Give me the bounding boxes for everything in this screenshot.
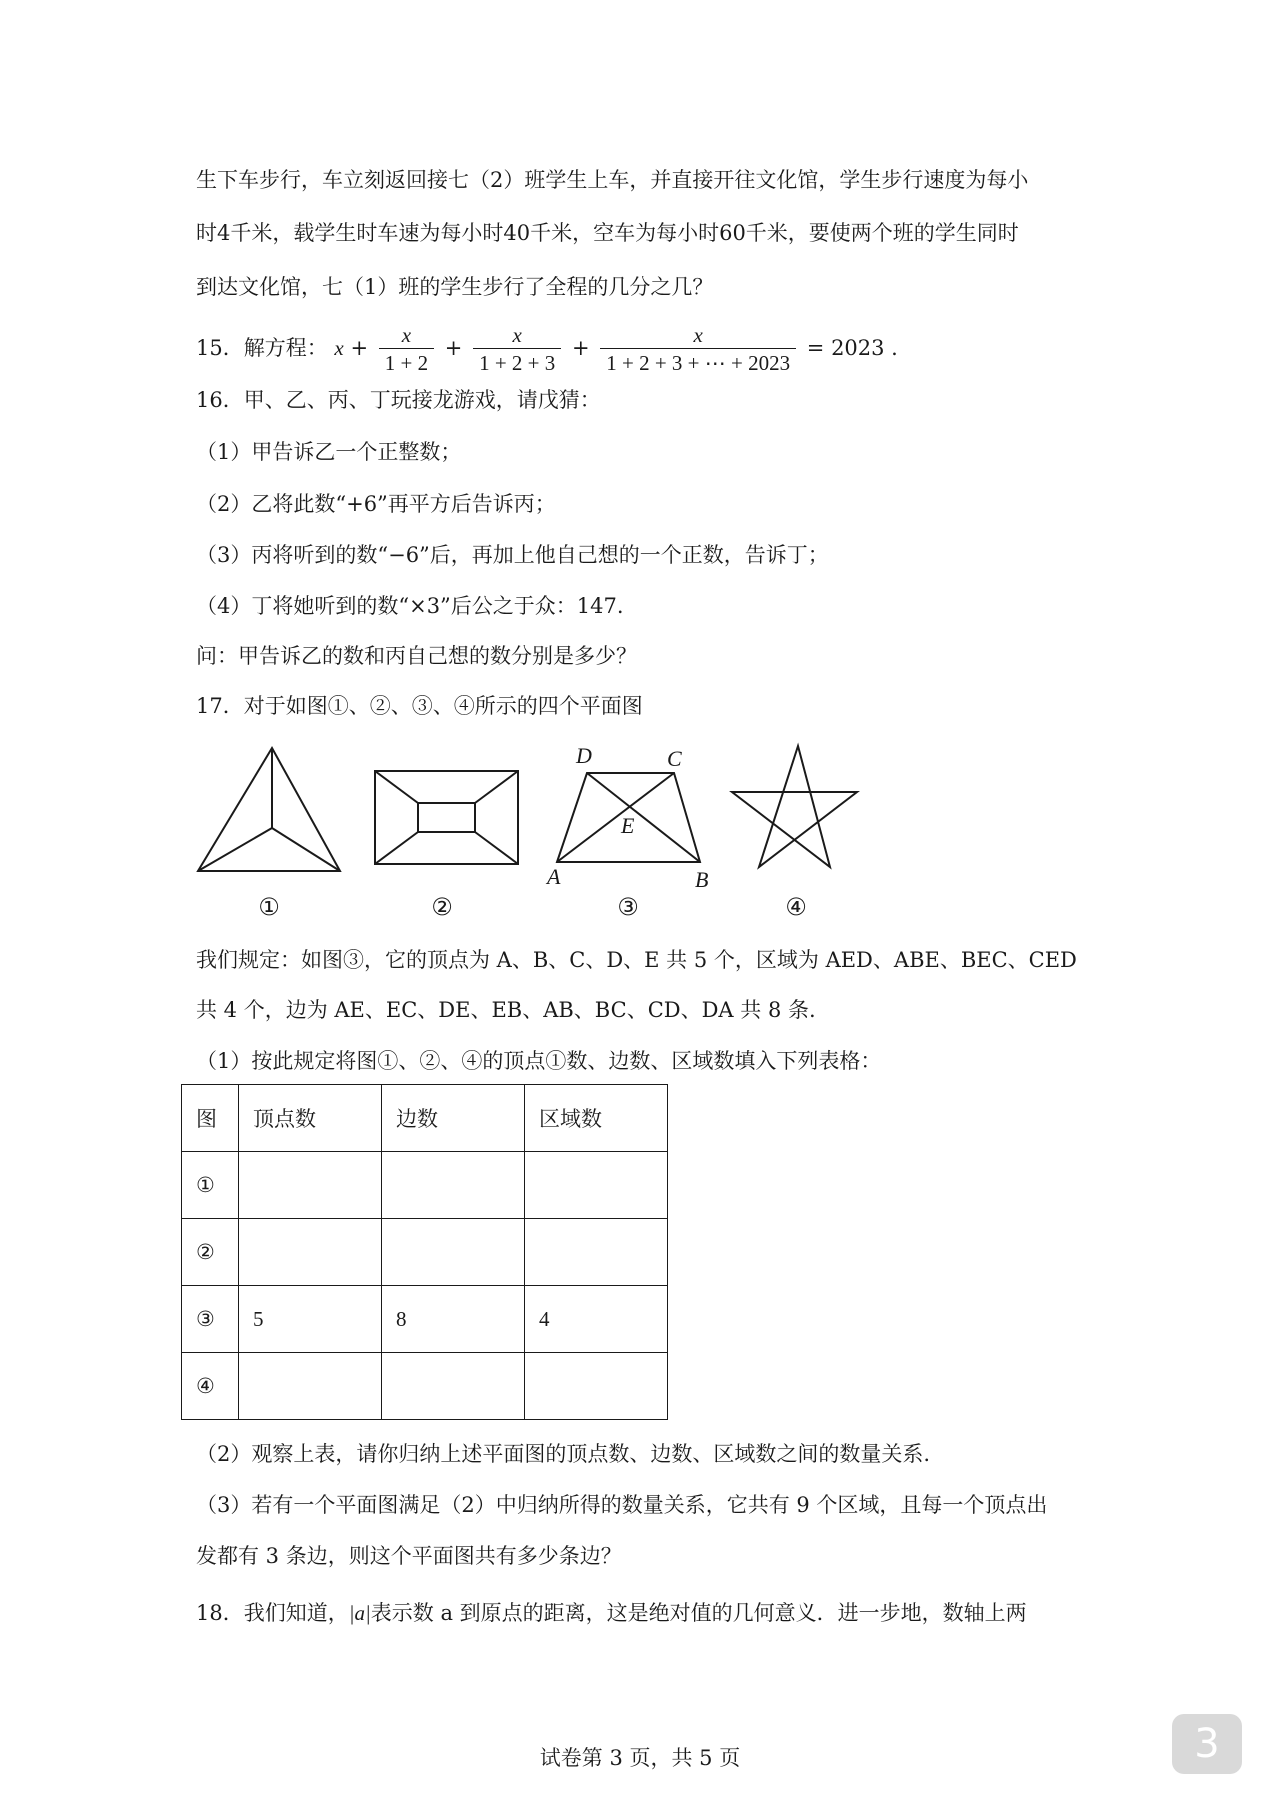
table-cell: 8 [382,1286,525,1353]
vertex-label-d: D [576,743,592,768]
table-cell [525,1152,668,1219]
figure-label: ② [431,893,453,921]
table-cell [525,1219,668,1286]
plus-sign: + [444,336,463,360]
figure-label: ① [258,893,280,921]
part-1: （1）按此规定将图①、②、④的顶点①数、边数、区域数填入下列表格： [196,1049,882,1073]
text-line: 生下车步行，车立刻返回接七（2）班学生上车，并直接开往文化馆，学生步行速度为每小 [196,168,1029,192]
table-row [182,1152,668,1219]
text-line: 时4千米，载学生时车速为每小时40千米，空车为每小时60千米，要使两个班的学生同时 [196,221,1019,245]
part-3-line: 发都有 3 条边，则这个平面图共有多少条边？ [196,1544,622,1568]
table-cell [239,1152,382,1219]
equation-x: x [334,336,344,360]
table-row [182,1353,668,1420]
vertex-label-b: B [695,867,709,892]
problem-18 [196,1598,1027,1628]
fraction-3-numerator: x [693,323,703,347]
table-cell: ③ [182,1286,239,1353]
equation-rhs: = 2023 . [806,336,898,360]
table-cell [525,1353,668,1420]
table-cell: ④ [182,1353,239,1420]
table-cell [239,1219,382,1286]
table-cell [382,1219,525,1286]
problem-16-title: 16．甲、乙、丙、丁玩接龙游戏，请戊猜： [196,388,601,412]
plus-sign: + [350,336,369,360]
figure-label: ③ [617,893,639,921]
vertex-label-a: A [547,864,561,889]
part-3-line: （3）若有一个平面图满足（2）中归纳所得的数量关系，它共有 9 个区域，且每一个顶点出 [196,1493,1048,1517]
page-footer: 试卷第 3 页，共 5 页 [539,1746,741,1770]
figure-2-rectangle [375,771,518,864]
fraction-3-denominator: 1 + 2 + 3 + ⋯ + 2023 [600,348,796,377]
figure-4-star [732,746,857,867]
fraction-1-numerator: x [401,323,412,347]
table-header-cell: 顶点数 [239,1085,382,1152]
table-cell: ① [182,1152,239,1219]
table-row [182,1219,668,1286]
problem-16-step: （3）丙将听到的数“−6”后，再加上他自己想的一个正数，告诉丁； [196,543,829,567]
problem-16-step: （4）丁将她听到的数“×3”后公之于众：147. [196,594,624,618]
table-row [182,1286,668,1353]
part-2: （2）观察上表，请你归纳上述平面图的顶点数、边数、区域数之间的数量关系. [196,1442,931,1466]
table-header-cell: 边数 [382,1085,525,1152]
rule-line: 共 4 个，边为 AE、EC、DE、EB、AB、BC、CD、DA 共 8 条. [196,998,816,1022]
text-line: 到达文化馆，七（1）班的学生步行了全程的几分之几？ [196,275,714,299]
data-table [181,1084,668,1420]
figure-label: ④ [785,893,807,921]
problem-18-suffix: 表示数 a 到原点的距离，这是绝对值的几何意义．进一步地，数轴上两 [370,1601,1027,1625]
plus-sign: + [571,336,590,360]
vertex-label-c: C [667,746,682,771]
table-cell [382,1152,525,1219]
problem-17-title: 17．对于如图①、②、③、④所示的四个平面图 [196,694,643,718]
problem-15-label: 15．解方程： [196,336,328,360]
table-header-row [182,1085,668,1152]
rule-line: 我们规定：如图③，它的顶点为 A、B、C、D、E 共 5 个，区域为 AED、ABE、BEC、CED [196,948,1077,972]
problem-16-step: （2）乙将此数“+6”再平方后告诉丙； [196,492,556,516]
problem-16-step: （1）甲告诉乙一个正整数； [196,440,462,464]
table-header-cell: 图 [182,1085,239,1152]
problem-16-question: 问：甲告诉乙的数和丙自己想的数分别是多少？ [196,644,637,668]
vertex-label-e: E [621,813,635,838]
fraction-2-denominator: 1 + 2 + 3 [473,348,561,377]
figure-1-triangle [198,748,340,871]
absolute-value-a: |a| [348,1601,371,1625]
table-cell: 4 [525,1286,668,1353]
table-cell: ② [182,1219,239,1286]
table-cell [239,1353,382,1420]
fraction-1-denominator: 1 + 2 [379,348,434,377]
fraction-2-numerator: x [512,323,522,347]
table-cell [382,1353,525,1420]
page-number-badge: 3 [1172,1714,1242,1774]
table-cell: 5 [239,1286,382,1353]
table-header-cell: 区域数 [525,1085,668,1152]
problem-18-prefix: 18．我们知道， [196,1601,349,1625]
